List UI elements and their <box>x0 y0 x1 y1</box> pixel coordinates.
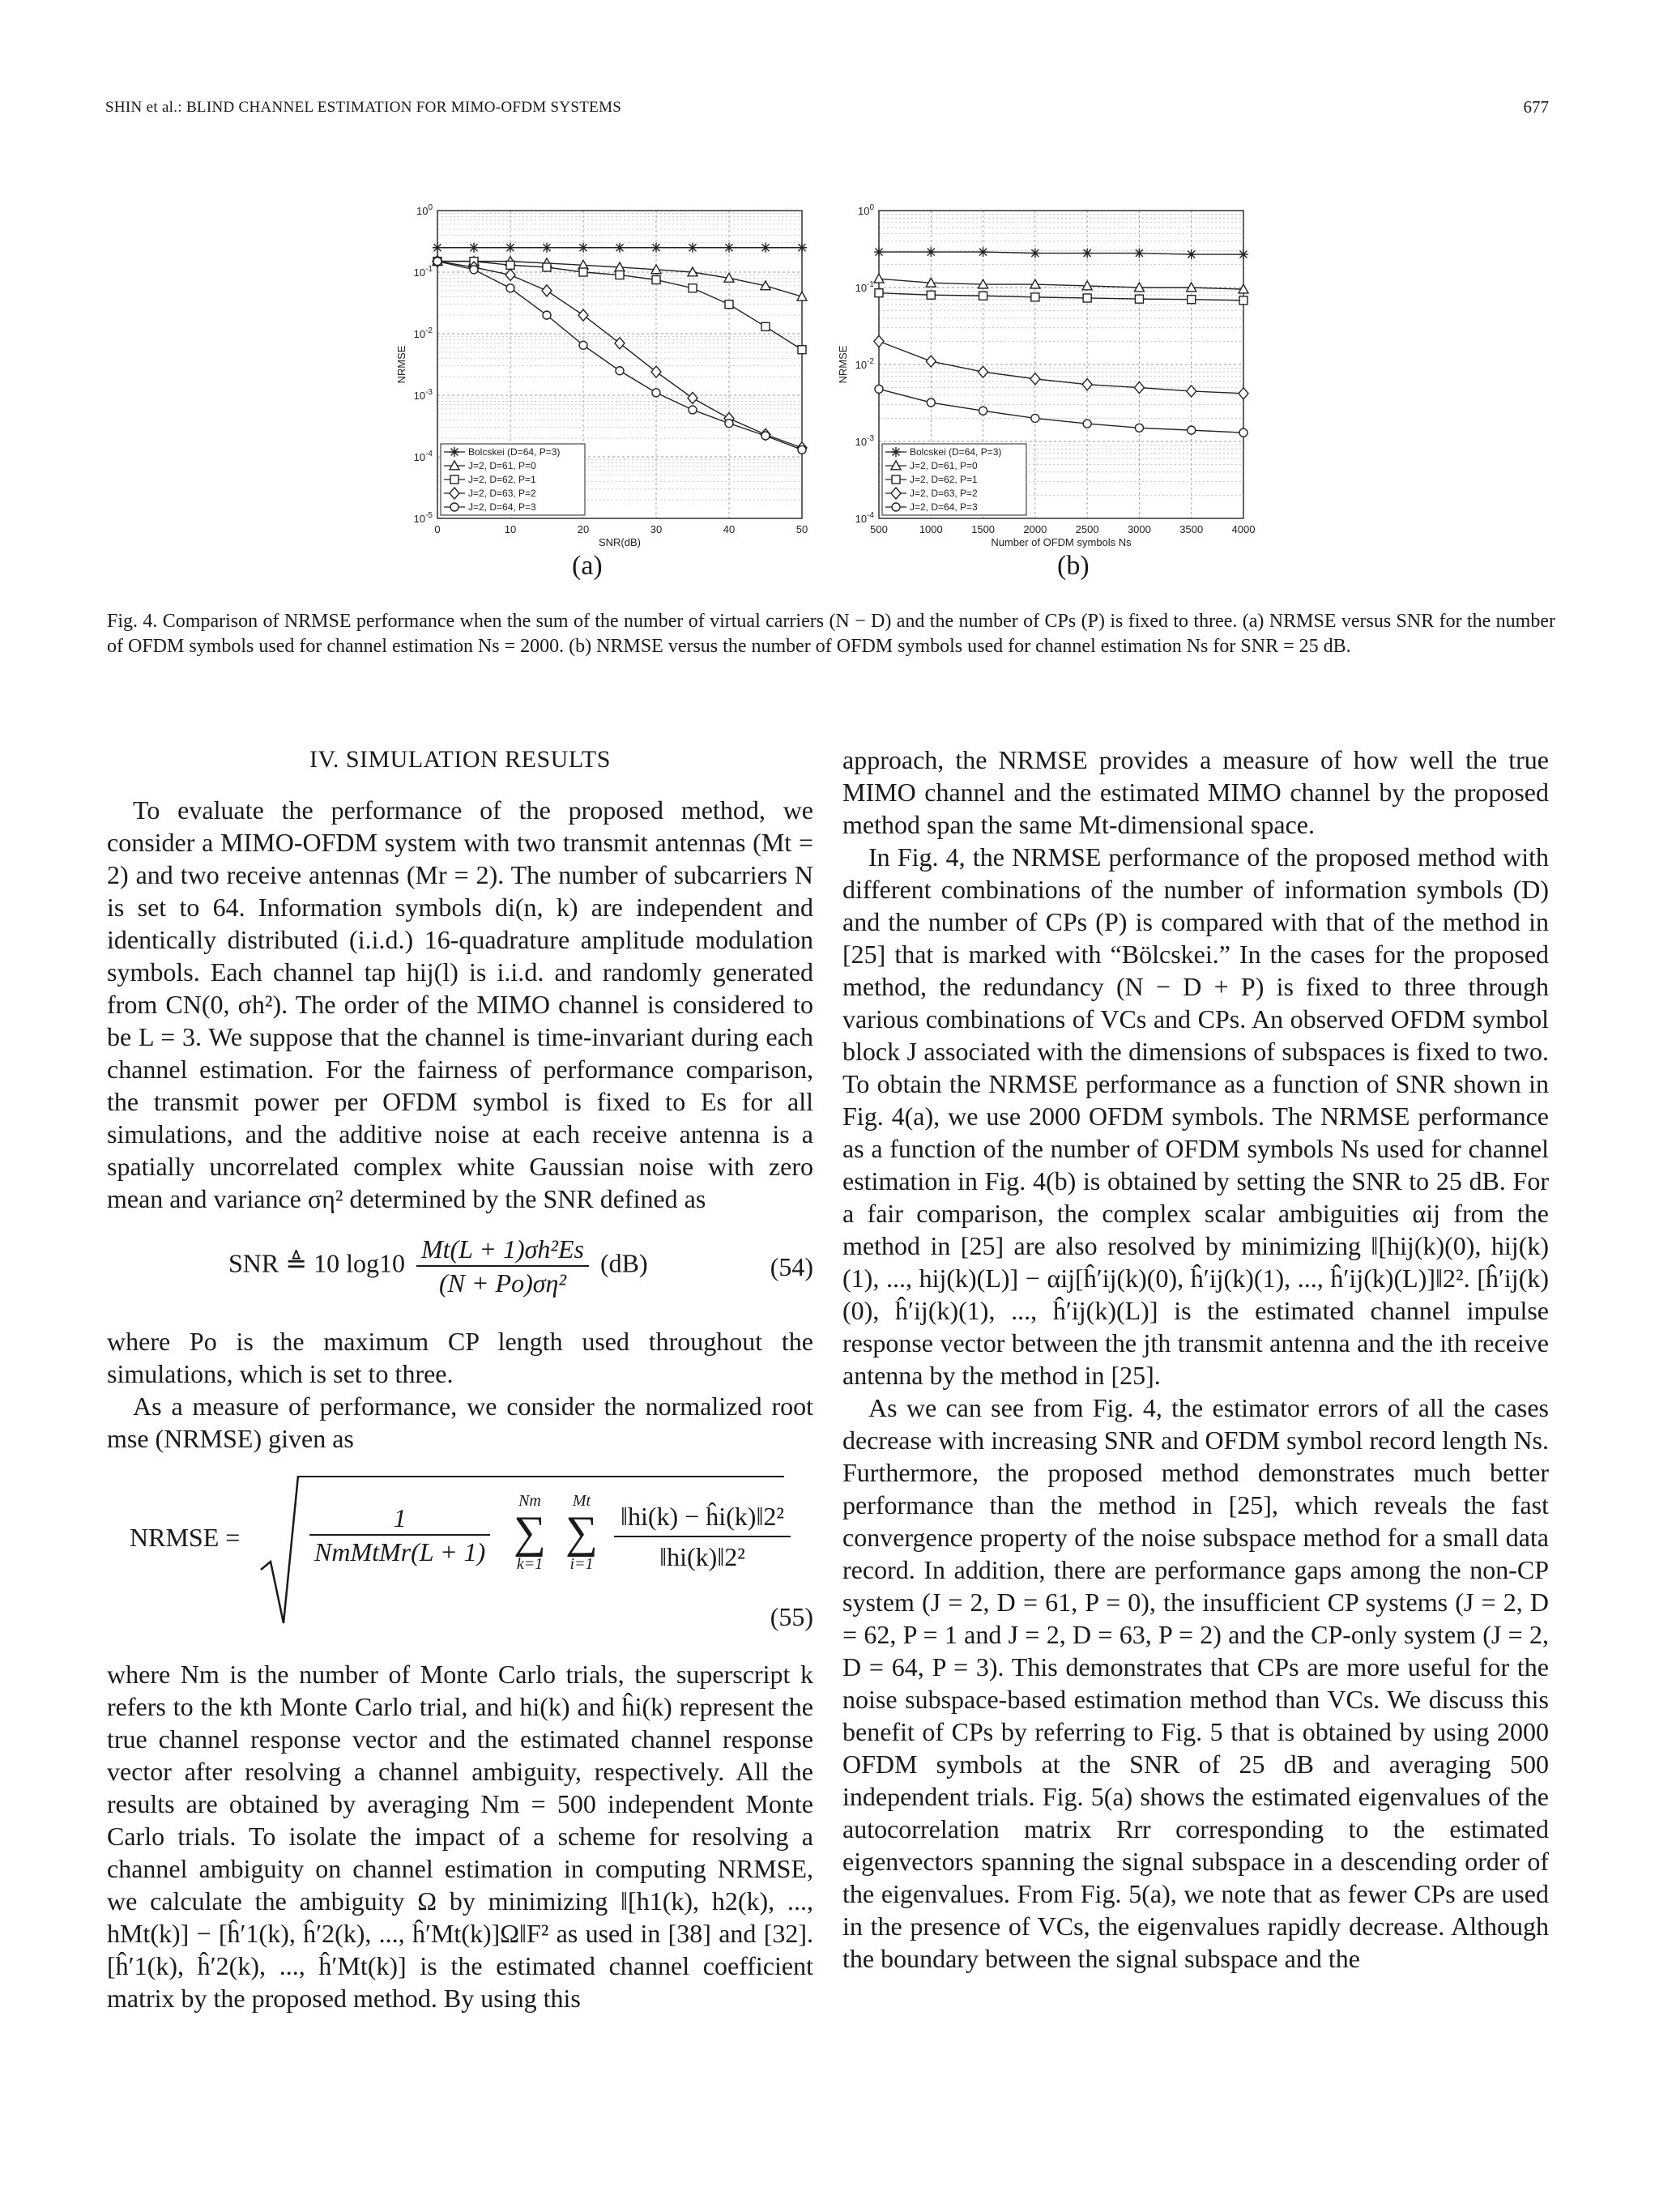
legend-entry: J=2, D=61, P=0 <box>910 460 978 471</box>
marker-square <box>1031 293 1039 301</box>
marker-circle <box>1188 426 1196 434</box>
equation-54 <box>107 1233 813 1306</box>
figure-4-plots <box>381 194 1296 551</box>
marker-diamond <box>874 335 884 347</box>
marker-square <box>1239 296 1247 305</box>
marker-asterisk <box>542 243 552 253</box>
marker-asterisk <box>505 243 515 253</box>
paragraph: where Po is the maximum CP length used throughout the simulations, which is set to three. <box>107 1327 813 1388</box>
marker-square <box>1083 294 1091 302</box>
sum-symbol: ∑ <box>514 1507 546 1558</box>
legend-entry: J=2, D=62, P=1 <box>910 474 978 485</box>
y-tick-label: $10^{-1}$ <box>413 265 433 279</box>
y-tick-label: $10^{-3}$ <box>413 388 433 402</box>
marker-asterisk <box>469 243 479 253</box>
x-axis-label: SNR(dB) <box>598 536 642 548</box>
marker-diamond <box>542 285 552 296</box>
marker-circle <box>433 258 441 266</box>
legend-entry: J=2, D=61, P=0 <box>468 460 536 471</box>
marker-square <box>450 475 458 484</box>
marker-circle <box>450 503 458 511</box>
marker-square <box>761 322 770 330</box>
marker-asterisk <box>1187 249 1196 259</box>
y-tick-label: $10^0$ <box>857 203 874 217</box>
y-tick-label: $10^{-4}$ <box>413 450 433 463</box>
subfigure-label-a: (a) <box>572 551 603 581</box>
paragraph: In Fig. 4, the NRMSE performance of the proposed method with different combinations of the number of information symbols (D) and the number of CPs (P) is compared with that of the method in [25] that is marked with “Bölcskei.” In the cases for the proposed method, the redundancy (N − D + P) is fixed to three through various combinations of VCs and CPs. An observed OFDM symbol block J associated with the dimensions of subspaces is fixed to two. To obtain the NRMSE performance as a function of SNR shown in Fig. 4(a), we use 2000 OFDM symbols. The NRMSE performance as a function of the number of OFDM symbols Ns used for channel estimation in Fig. 4(b) is obtained by setting the SNR to 25 dB. For a fair comparison, the complex scalar ambiguities αij from the method in [25] are also resolved by minimizing ‖[hij(k)(0), hij(k)(1), ..., hij(k)(L)] − αij[ĥ′ij(k)(0), ĥ′ij(k)(1), ..., ĥ′ij(k)(L)]‖2². [ĥ′ij(k)(0), ĥ′ij(k)(1), ..., ĥ′ij(k)(L)] is the estimated channel impulse response vector between the jth transmit antenna and the ith receive antenna by the method in [25]. <box>842 842 1549 1390</box>
x-tick-label: 2500 <box>1075 523 1099 535</box>
marker-square <box>875 289 883 297</box>
sum-lower: k=1 <box>516 1555 544 1573</box>
marker-diamond <box>1134 382 1144 394</box>
x-axis-label: Number of OFDM symbols Ns <box>991 536 1132 548</box>
marker-circle <box>543 311 551 319</box>
paragraph: To evaluate the performance of the proposed method, we consider a MIMO-OFDM system with two transmit antennas (Mt = 2) and two receive antennas (Mr = 2). The number of subcarriers N is set to 64. Information symbols di(n, k) are independent and identically distributed (i.i.d.) 16-quadrature amplitude modulation symbols. Each channel tap hij(l) is i.i.d. and randomly generated from CN(0, σh²). The order of the MIMO channel is considered to be L = 3. We suppose that the channel is time-invariant during each channel estimation. For the fairness of performance comparison, the transmit power per OFDM symbol is fixed to Es for all simulations, and the additive noise at each receive antenna is a spatially uncorrelated complex white Gaussian noise with zero mean and variance ση² determined by the SNR defined as <box>107 795 813 1213</box>
marker-circle <box>979 407 987 415</box>
marker-square <box>798 346 806 354</box>
series-line <box>879 341 1243 393</box>
x-tick-label: 1000 <box>919 523 943 535</box>
x-tick-label: 2000 <box>1023 523 1047 535</box>
marker-circle <box>579 341 587 349</box>
y-tick-label: $10^{-5}$ <box>413 511 433 525</box>
marker-square <box>1188 296 1196 304</box>
marker-circle <box>761 432 770 440</box>
legend-entry: Bolcskei (D=64, P=3) <box>910 446 1002 458</box>
series-line <box>879 389 1243 433</box>
eq54-fraction <box>416 1233 589 1299</box>
chart-panel-b <box>837 203 1255 548</box>
marker-asterisk <box>1082 249 1092 258</box>
equation-55 <box>107 1473 813 1639</box>
eq55-coef-num: 1 <box>309 1502 490 1536</box>
marker-asterisk <box>578 243 588 253</box>
x-tick-label: 3000 <box>1127 523 1151 535</box>
marker-diamond <box>578 309 588 321</box>
marker-circle <box>1031 414 1039 422</box>
marker-square <box>979 292 987 300</box>
marker-asterisk <box>433 243 442 253</box>
marker-circle <box>1135 424 1143 432</box>
y-axis-label: NRMSE <box>395 345 407 384</box>
subfigure-label-b: (b) <box>1057 551 1090 581</box>
marker-circle <box>927 399 935 407</box>
figure-caption: Fig. 4. Comparison of NRMSE performance when the sum of the number of virtual carriers (N − D) and the number of CPs (P) is fixed to three. (a) NRMSE versus SNR for the number of OFDM symbols used for channel estimation Ns = 2000. (b) NRMSE versus the number of OFDM symbols used for channel estimation Ns for SNR = 25 dB. <box>107 611 1555 657</box>
marker-circle <box>689 406 697 414</box>
marker-diamond <box>926 356 936 367</box>
y-axis-label: NRMSE <box>837 345 849 384</box>
x-tick-label: 30 <box>650 523 663 535</box>
marker-diamond <box>688 392 697 403</box>
x-tick-label: 1500 <box>971 523 996 535</box>
marker-square <box>616 271 624 279</box>
x-tick-label: 40 <box>723 523 736 535</box>
marker-asterisk <box>615 243 625 253</box>
x-tick-label: 4000 <box>1231 523 1256 535</box>
x-tick-label: 50 <box>795 523 808 535</box>
chart-panel-a <box>395 203 808 548</box>
marker-diamond <box>651 366 661 377</box>
marker-asterisk <box>891 447 901 457</box>
legend-entry: J=2, D=63, P=2 <box>468 488 536 499</box>
legend-entry: J=2, D=62, P=1 <box>468 474 536 485</box>
eq55-ratio-num: ‖hi(k) − ĥi(k)‖2² <box>614 1497 791 1537</box>
marker-square <box>892 475 900 484</box>
marker-square <box>506 261 514 269</box>
marker-asterisk <box>450 447 459 457</box>
marker-asterisk <box>797 243 807 253</box>
legend-entry: J=2, D=63, P=2 <box>910 488 978 499</box>
sum-upper: Nm <box>518 1492 541 1510</box>
marker-asterisk <box>651 243 661 253</box>
marker-asterisk <box>979 247 988 257</box>
x-tick-label: 20 <box>577 523 590 535</box>
section-heading: IV. SIMULATION RESULTS <box>309 746 611 773</box>
equation-number: (55) <box>770 1602 813 1631</box>
y-tick-label: $10^{-2}$ <box>413 326 433 340</box>
series-line <box>437 262 802 450</box>
paragraph: As we can see from Fig. 4, the estimator errors of all the cases decrease with increasing SNR and OFDM symbol record length Ns. Furthermore, the proposed method demonstrates much better performance than the method in [25], which reveals the fast convergence property of the noise subspace method for a small data record. In addition, there are performance gaps among the non-CP system (J = 2, D = 61, P = 0), the insufficient CP systems (J = 2, D = 62, P = 1 and J = 2, D = 63, P = 2) and the CP-only system (J = 2, D = 64, P = 3). This demonstrates that CPs are more useful for the noise subspace-based estimation method than VCs. We discuss this benefit of CPs by referring to Fig. 5 that is obtained by using 2000 OFDM symbols at the SNR of 25 dB and averaging 500 independent trials. Fig. 5(a) shows the estimated eigenvalues of the autocorrelation matrix Rrr corresponding to the estimated eigenvectors spanning the signal subspace in a descending order of the eigenvalues. From Fig. 5(a), we note that as fewer CPs are used in the presence of VCs, the eigenvalues rapidly decrease. Although the boundary between the signal subspace and the <box>842 1393 1549 1973</box>
y-tick-label: $10^{-1}$ <box>855 280 874 294</box>
marker-diamond <box>1239 388 1248 399</box>
y-tick-label: $10^0$ <box>416 203 433 217</box>
marker-circle <box>616 367 624 375</box>
x-tick-label: 0 <box>434 523 441 535</box>
paragraph: where Nm is the number of Monte Carlo trials, the superscript k refers to the kth Monte Carlo trial, and hi(k) and ĥi(k) represent the true channel response vector and the estimated channel response vector after resolving a channel ambiguity, respectively. All the results are obtained by averaging Nm = 500 independent Monte Carlo trials. To isolate the impact of a scheme for resolving a channel ambiguity on channel estimation in computing NRMSE, we calculate the ambiguity Ω by minimizing ‖[h1(k), h2(k), ..., hMt(k)] − [ĥ′1(k), ĥ′2(k), ..., ĥ′Mt(k)]Ω‖F² as used in [38] and [32]. [ĥ′1(k), ĥ′2(k), ..., ĥ′Mt(k)] is the estimated channel coefficient matrix by the proposed method. By using this <box>107 1660 813 2013</box>
paragraph: As a measure of performance, we consider the normalized root mse (NRMSE) given as <box>107 1392 813 1453</box>
x-tick-label: 3500 <box>1179 523 1204 535</box>
marker-asterisk <box>926 247 936 257</box>
marker-asterisk <box>724 243 734 253</box>
legend-entry: J=2, D=64, P=3 <box>910 501 978 513</box>
sum-symbol: ∑ <box>565 1507 598 1558</box>
marker-square <box>927 291 935 299</box>
paragraph: approach, the NRMSE provides a measure of how well the true MIMO channel and the estimated MIMO channel by the proposed method span the same Mt-dimensional space. <box>842 745 1549 839</box>
legend-entry: J=2, D=64, P=3 <box>468 501 536 513</box>
marker-asterisk <box>688 243 697 253</box>
sum-lower: i=1 <box>569 1555 594 1573</box>
left-column <box>107 744 813 2014</box>
marker-square <box>543 263 551 271</box>
marker-circle <box>875 385 883 393</box>
marker-asterisk <box>874 247 884 257</box>
running-header: SHIN et al.: BLIND CHANNEL ESTIMATION FOR MIMO-OFDM SYSTEMS <box>105 99 622 116</box>
marker-circle <box>1083 420 1091 428</box>
eq54-denominator: (N + Po)ση² <box>438 1268 566 1298</box>
marker-asterisk <box>1030 249 1040 258</box>
y-tick-label: $10^{-3}$ <box>855 434 874 448</box>
legend-entry: Bolcskei (D=64, P=3) <box>468 446 561 458</box>
eq55-coef-den: NmMtMr(L + 1) <box>314 1537 486 1566</box>
sum-upper: Mt <box>572 1492 591 1510</box>
marker-circle <box>892 503 900 511</box>
eq55-lhs: NRMSE = <box>130 1523 241 1552</box>
eq55-coefficient <box>309 1502 490 1568</box>
marker-diamond <box>979 366 988 377</box>
y-tick-label: $10^{-2}$ <box>855 357 874 371</box>
eq54-unit: (dB) <box>600 1248 648 1278</box>
marker-circle <box>1239 428 1247 437</box>
figure-4 <box>381 194 1296 599</box>
marker-circle <box>506 284 514 292</box>
marker-circle <box>652 389 660 397</box>
y-tick-label: $10^{-4}$ <box>855 511 874 525</box>
eq55-sum-i <box>557 1492 606 1573</box>
marker-square <box>579 268 587 276</box>
marker-circle <box>798 445 806 454</box>
x-tick-label: 10 <box>504 523 517 535</box>
marker-square <box>725 300 733 309</box>
marker-asterisk <box>1239 249 1248 259</box>
page-number: 677 <box>1523 97 1549 117</box>
marker-diamond <box>1030 373 1040 385</box>
marker-circle <box>470 266 478 274</box>
radical-bar <box>298 1476 784 1477</box>
eq54-numerator: Mt(L + 1)σh²Es <box>416 1233 589 1267</box>
eq55-ratio <box>614 1497 791 1576</box>
eq55-ratio-den: ‖hi(k)‖2² <box>659 1542 745 1571</box>
x-tick-label: 500 <box>870 523 888 535</box>
marker-diamond <box>505 269 515 280</box>
eq54-lhs: SNR ≜ 10 log10 <box>228 1248 405 1278</box>
marker-diamond <box>1082 379 1092 390</box>
marker-circle <box>725 420 733 428</box>
right-column <box>842 744 1549 1975</box>
radical-sign <box>259 1473 300 1626</box>
marker-square <box>689 284 697 292</box>
marker-square <box>1135 295 1143 303</box>
marker-asterisk <box>1134 249 1144 258</box>
eq55-sum-k <box>505 1492 554 1573</box>
marker-square <box>652 275 660 283</box>
marker-triangle <box>874 274 884 283</box>
equation-number: (54) <box>770 1252 813 1281</box>
marker-asterisk <box>761 243 770 253</box>
